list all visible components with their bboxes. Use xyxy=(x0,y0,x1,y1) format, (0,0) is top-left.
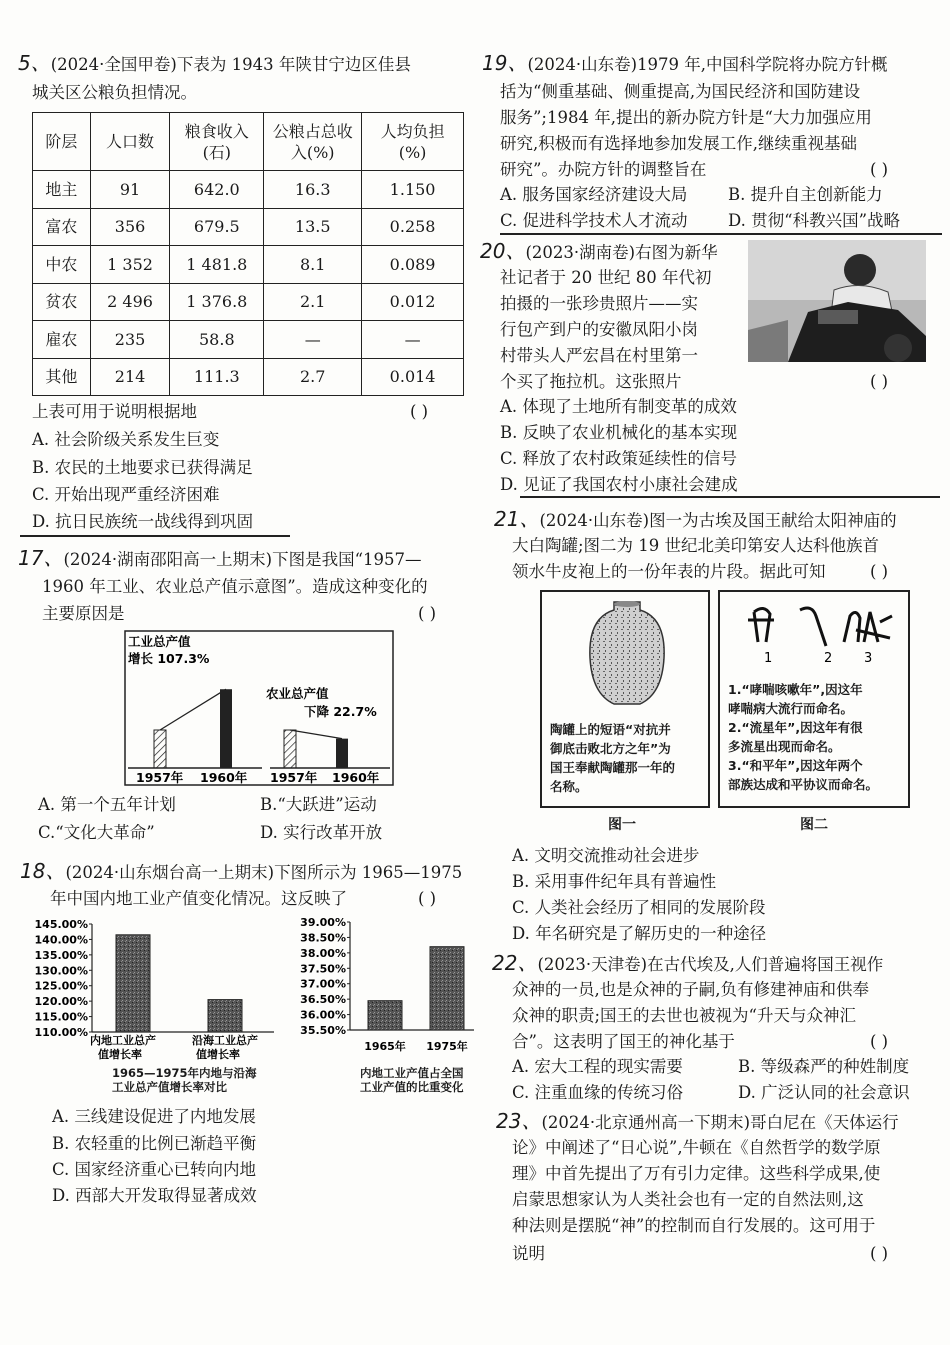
table-row: 雇农 235 58.8 — — xyxy=(33,321,464,359)
question-number: 19、 xyxy=(482,51,528,75)
question-stem: (2023·湖南卷)右图为新华 xyxy=(525,243,718,262)
option-c[interactable]: C. 开始出现严重经济困难 xyxy=(32,485,220,504)
table-header: 粮食收入(石) xyxy=(170,113,264,171)
answer-paren[interactable]: ( ) xyxy=(870,372,889,391)
x-tick-label: 1960年 xyxy=(200,770,248,785)
pictograph-icons xyxy=(740,602,900,666)
chart-caption: 工业总产值增长率对比 xyxy=(112,1080,227,1094)
bar xyxy=(208,1000,242,1032)
answer-paren[interactable]: ( ) xyxy=(870,562,889,581)
option-b[interactable]: B.“大跃进”运动 xyxy=(260,795,377,814)
table-header: 公粮占总收入(%) xyxy=(264,113,362,171)
pictograph-1-icon xyxy=(748,608,774,642)
question-stem: 年中国内地工业产值变化情况。这反映了 xyxy=(50,889,347,908)
option-a[interactable]: A. 三线建设促进了内地发展 xyxy=(52,1107,256,1126)
table-row: 富农 356 679.5 13.5 0.258 xyxy=(33,208,464,246)
question-number: 21、 xyxy=(494,507,540,531)
table-row: 贫农 2 496 1 376.8 2.1 0.012 xyxy=(33,283,464,321)
pen-underline xyxy=(520,496,940,498)
question-stem: (2024·北京通州高一下期末)哥白尼在《天体运行 xyxy=(541,1113,899,1132)
question-stem: 行包产到户的安徽凤阳小岗 xyxy=(500,320,698,339)
y-tick-label: 36.00% xyxy=(300,1008,346,1022)
y-tick-label: 130.00% xyxy=(34,964,88,978)
option-d[interactable]: D. 广泛认同的社会意识 xyxy=(738,1083,910,1102)
agri-decline-label: 下降 22.7% xyxy=(304,704,377,719)
question-number: 18、 xyxy=(20,859,66,883)
grain-burden-table xyxy=(32,112,464,396)
person-head xyxy=(844,254,876,286)
table-header: 人均负担(%) xyxy=(362,113,464,171)
agri-trend-line xyxy=(290,730,342,739)
question-stem: (2024·全国甲卷)下表为 1943 年陕甘宁边区佳县 xyxy=(50,55,411,74)
question-stem: 说明 xyxy=(512,1244,545,1263)
answer-paren[interactable]: ( ) xyxy=(418,889,437,908)
x-tick-label: 1957年 xyxy=(270,770,318,785)
question-stem: (2024·山东卷)1979 年,中国科学院将办院方针概 xyxy=(527,55,888,74)
option-d[interactable]: D. 抗日民族统一战线得到巩固 xyxy=(32,512,254,531)
option-c[interactable]: C. 释放了农村政策延续性的信号 xyxy=(500,449,738,468)
question-stem: 拍摄的一张珍贵照片——实 xyxy=(500,294,698,313)
chart-caption: 1965—1975年内地与沿海 xyxy=(112,1066,257,1080)
question-stem: 服务”;1984 年,提出的新办院方针是“大力加强应用 xyxy=(500,108,872,127)
question-stem: 种法则是摆脱“神”的控制而自行发展的。这可用于 xyxy=(512,1216,876,1235)
question-stem: 启蒙思想家认为人类社会也有一定的自然法则,这 xyxy=(512,1190,864,1209)
question-stem: 1960 年工业、农业总产值示意图”。造成这种变化的 xyxy=(42,577,428,596)
question-stem: 上表可用于说明根据地 xyxy=(32,402,197,421)
question-number: 20、 xyxy=(480,239,526,263)
option-b[interactable]: B. 等级森严的种姓制度 xyxy=(738,1057,910,1076)
table-header-row xyxy=(33,113,464,171)
answer-paren[interactable]: ( ) xyxy=(870,160,889,179)
bar xyxy=(116,935,150,1032)
x-tick-label: 1965年 xyxy=(364,1040,406,1053)
industry-bar-1960 xyxy=(220,689,232,768)
y-tick-label: 140.00% xyxy=(34,933,88,947)
answer-paren[interactable]: ( ) xyxy=(870,1244,889,1263)
pictograph-number: 2 xyxy=(824,651,833,666)
option-a[interactable]: A. 社会阶级关系发生巨变 xyxy=(32,430,220,449)
option-b[interactable]: B. 农轻重的比例已渐趋平衡 xyxy=(52,1134,257,1153)
question-stem: 城关区公粮负担情况。 xyxy=(32,83,197,102)
industry-trend-line xyxy=(160,689,226,730)
y-tick-label: 125.00% xyxy=(34,979,88,993)
agri-bar-1960 xyxy=(336,739,348,768)
x-tick-label: 内地工业总产值增长率 xyxy=(90,1034,156,1061)
question-number: 5、 xyxy=(18,51,51,75)
y-tick-label: 37.00% xyxy=(300,977,346,991)
table-header: 阶层 xyxy=(33,113,91,171)
x-tick-label: 沿海工业总产值增长率 xyxy=(192,1034,258,1061)
y-tick-label: 36.50% xyxy=(300,993,346,1007)
option-a[interactable]: A. 宏大工程的现实需要 xyxy=(512,1057,683,1076)
bar xyxy=(368,1001,402,1030)
option-c[interactable]: C. 促进科学技术人才流动 xyxy=(500,211,688,230)
question-number: 17、 xyxy=(18,546,64,570)
question-stem: (2023·天津卷)在古代埃及,人们普遍将国王视作 xyxy=(537,955,884,974)
x-tick-label: 1960年 xyxy=(332,770,380,785)
table-row: 中农 1 352 1 481.8 8.1 0.089 xyxy=(33,246,464,284)
pen-underline xyxy=(20,535,290,537)
figure-2-box xyxy=(718,590,910,808)
option-d[interactable]: D. 贯彻“科教兴国”战略 xyxy=(728,211,901,230)
option-d[interactable]: D. 实行改革开放 xyxy=(260,823,383,842)
bar xyxy=(430,947,464,1030)
option-a[interactable]: A. 体现了土地所有制变革的成效 xyxy=(500,397,737,416)
option-b[interactable]: B. 采用事件纪年具有普遍性 xyxy=(512,872,717,891)
question-stem: 主要原因是 xyxy=(42,604,125,623)
question-stem: 社记者于 20 世纪 80 年代初 xyxy=(500,268,712,287)
figure-2-text: 1.“哮喘咳嗽年”,因这年 哮喘病大流行而命名。 2.“流星年”,因这年有很 多流星出现而命名。 3.“和平年”,因这年两个 部族达成和平协议而命名。 xyxy=(728,682,879,792)
option-a[interactable]: A. 服务国家经济建设大局 xyxy=(500,185,688,204)
figure-1-label: 图一 xyxy=(608,817,636,833)
option-a[interactable]: A. 文明交流推动社会进步 xyxy=(512,846,700,865)
chart-caption: 内地工业产值占全国 xyxy=(360,1066,464,1080)
y-tick-label: 120.00% xyxy=(34,995,88,1009)
table-row: 地主 91 642.0 16.3 1.150 xyxy=(33,171,464,209)
option-b[interactable]: B. 农民的土地要求已获得满足 xyxy=(32,458,253,477)
y-tick-label: 115.00% xyxy=(34,1010,88,1024)
question-stem: 村带头人严宏昌在村里第一 xyxy=(500,346,698,365)
x-tick-label: 1957年 xyxy=(136,770,184,785)
option-d[interactable]: D. 西部大开发取得显著成效 xyxy=(52,1186,257,1205)
question-stem: 大白陶罐;图二为 19 世纪北美印第安人达科他族首 xyxy=(512,536,880,555)
answer-paren[interactable]: ( ) xyxy=(410,402,429,421)
question-stem: 研究,积极而有选择地参加发展工作,继续重视基础 xyxy=(500,134,857,153)
pictograph-number: 3 xyxy=(864,651,873,666)
question-stem: 众神的一员,也是众神的子嗣,负有修建神庙和供奉 xyxy=(512,980,869,999)
jar-image xyxy=(584,598,670,708)
y-tick-label: 38.50% xyxy=(300,931,346,945)
option-c[interactable]: C. 国家经济重心已转向内地 xyxy=(52,1160,257,1179)
figure-1-text: 陶罐上的短语“对抗并 御底击败北方之年”为 国王奉献陶罐那一年的 名称。 xyxy=(550,722,676,794)
pen-underline xyxy=(500,233,942,235)
industry-label: 工业总产值 xyxy=(128,634,191,649)
option-a[interactable]: A. 第一个五年计划 xyxy=(38,795,176,814)
pictograph-2-icon xyxy=(800,608,826,646)
option-d[interactable]: D. 见证了我国农村小康社会建成 xyxy=(500,475,738,494)
question-stem: 括为“侧重基础、侧重提高,为国民经济和国防建设 xyxy=(500,82,861,101)
answer-paren[interactable]: ( ) xyxy=(418,604,437,623)
industry-growth-label: 增长 107.3% xyxy=(128,651,210,666)
figure-1-box xyxy=(540,590,710,808)
tractor-photo xyxy=(748,240,926,362)
option-d[interactable]: D. 年名研究是了解历史的一种途径 xyxy=(512,924,767,943)
question-stem: (2024·山东烟台高一上期末)下图所示为 1965—1975 xyxy=(65,863,463,882)
chart-caption: 工业产值的比重变化 xyxy=(360,1080,464,1094)
table-row: 其他 214 111.3 2.7 0.014 xyxy=(33,358,464,396)
agri-bar-1957 xyxy=(284,730,296,768)
answer-paren[interactable]: ( ) xyxy=(870,1032,889,1051)
question-number: 22、 xyxy=(492,951,538,975)
industry-bar-1957 xyxy=(154,730,166,768)
question-stem: 众神的职责;国王的去世也被视为“升天与众神汇 xyxy=(512,1006,856,1025)
pictograph-3-icon xyxy=(844,612,892,642)
option-b[interactable]: B. 提升自主创新能力 xyxy=(728,185,883,204)
share-chart xyxy=(298,912,480,1060)
x-tick-label: 1975年 xyxy=(426,1040,468,1053)
figure-2-label: 图二 xyxy=(800,817,828,833)
option-c[interactable]: C.“文化大革命” xyxy=(38,823,155,842)
question-stem: 理》中首先提出了万有引力定律。这些科学成果,使 xyxy=(512,1164,881,1183)
question-stem: 研究”。办院方针的调整旨在 xyxy=(500,160,707,179)
y-tick-label: 35.50% xyxy=(300,1024,346,1037)
y-tick-label: 37.50% xyxy=(300,962,346,976)
pictograph-number: 1 xyxy=(764,651,773,666)
question-stem: 个买了拖拉机。这张照片 xyxy=(500,372,682,391)
y-tick-label: 145.00% xyxy=(34,918,88,931)
question-stem: 论》中阐述了“日心说”,牛顿在《自然哲学的数学原 xyxy=(512,1138,881,1157)
question-stem: (2024·湖南邵阳高一上期末)下图是我国“1957— xyxy=(63,550,422,569)
option-c[interactable]: C. 人类社会经历了相同的发展阶段 xyxy=(512,898,766,917)
question-stem: 合”。这表明了国王的神化基于 xyxy=(512,1032,735,1051)
table-header: 人口数 xyxy=(90,113,170,171)
y-tick-label: 110.00% xyxy=(34,1026,88,1039)
y-tick-label: 39.00% xyxy=(300,916,346,929)
y-tick-label: 38.00% xyxy=(300,946,346,960)
option-b[interactable]: B. 反映了农业机械化的基本实现 xyxy=(500,423,738,442)
question-stem: 领水牛皮袍上的一份年表的片段。据此可知 xyxy=(512,562,826,581)
option-c[interactable]: C. 注重血缘的传统习俗 xyxy=(512,1083,684,1102)
industry-agriculture-chart xyxy=(124,630,394,786)
y-tick-label: 135.00% xyxy=(34,948,88,962)
agri-label: 农业总产值 xyxy=(266,686,329,701)
question-stem: (2024·山东卷)图一为古埃及国王献给太阳神庙的 xyxy=(539,511,897,530)
question-number: 23、 xyxy=(496,1109,542,1133)
